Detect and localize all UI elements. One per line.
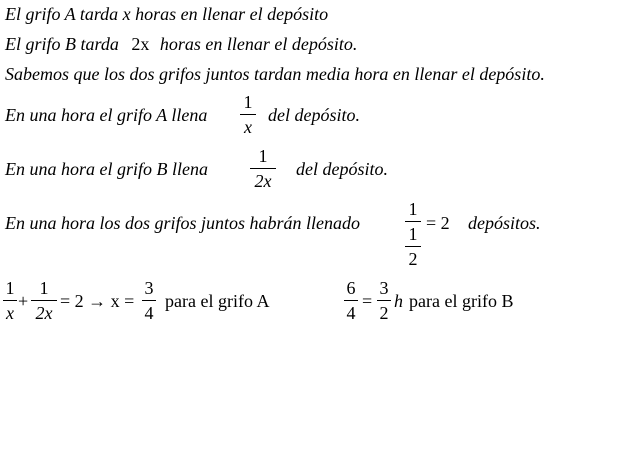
rate-grifo-a-pre: En una hora el grifo A llena (5, 105, 208, 125)
fraction-bar (240, 114, 256, 115)
inner-fraction-bar (405, 246, 421, 247)
fraction-bar (250, 168, 276, 169)
hours-unit: h (394, 291, 403, 311)
denominator: x (244, 117, 252, 137)
numerator: 1 (258, 146, 268, 166)
rate-juntos-post: depósitos. (468, 213, 541, 233)
statement-grifo-a: El grifo A tarda x horas en llenar el depósito (5, 4, 329, 24)
plus-sign: + (18, 291, 29, 311)
rate-juntos-pre: En una hora los dos grifos juntos habrán llenado (5, 213, 361, 233)
equals-sign: = (362, 291, 373, 311)
statement-grifo-b-pre: El grifo B tarda (5, 34, 119, 54)
numerator: 1 (243, 92, 253, 112)
fraction-1-over-x (240, 93, 256, 136)
label-para-grifo-a: para el grifo A (165, 291, 270, 311)
fraction-bar (3, 300, 17, 301)
numerator: 1 (408, 199, 418, 219)
statement-juntos: Sabemos que los dos grifos juntos tardan media hora en llenar el depósito. (5, 64, 545, 84)
rate-grifo-b-pre: En una hora el grifo B llena (5, 159, 208, 179)
label-para-grifo-b: para el grifo B (409, 291, 514, 311)
equation-result: = 2 → x = (60, 291, 135, 311)
eq-fraction-1-over-2x (31, 279, 57, 322)
numerator: 1 (39, 278, 49, 298)
fraction-bar (344, 300, 358, 301)
denominator: 2x (254, 171, 272, 191)
inner-numerator: 1 (408, 224, 418, 244)
inner-denominator: 2 (408, 249, 418, 269)
fraction-3-over-4 (142, 279, 156, 322)
rate-grifo-b-post: del depósito. (296, 159, 388, 179)
fraction-bar (142, 300, 156, 301)
fraction-3-over-2 (377, 279, 391, 322)
denominator: 4 (346, 303, 356, 323)
rate-grifo-a-post: del depósito. (268, 105, 360, 125)
fraction-bar (31, 300, 57, 301)
denominator-fraction (405, 225, 421, 268)
var-2x: 2x (131, 34, 150, 54)
denominator: x (6, 303, 14, 323)
statement-grifo-b-post: horas en llenar el depósito. (159, 34, 358, 54)
fraction-bar (377, 300, 391, 301)
numerator: 6 (346, 278, 356, 298)
numerator: 3 (379, 278, 389, 298)
numerator: 1 (5, 278, 15, 298)
fraction-6-over-4 (344, 279, 358, 322)
numerator: 3 (144, 278, 154, 298)
equals-two: = 2 (426, 213, 450, 233)
fraction-1-over-2x (250, 147, 276, 190)
denominator: 2 (379, 303, 389, 323)
eq-fraction-1-over-x (3, 279, 17, 322)
denominator: 4 (144, 303, 154, 323)
fraction-bar (405, 221, 421, 222)
denominator: 2x (35, 303, 53, 323)
statement-grifo-b (5, 35, 357, 53)
complex-fraction (405, 200, 421, 268)
